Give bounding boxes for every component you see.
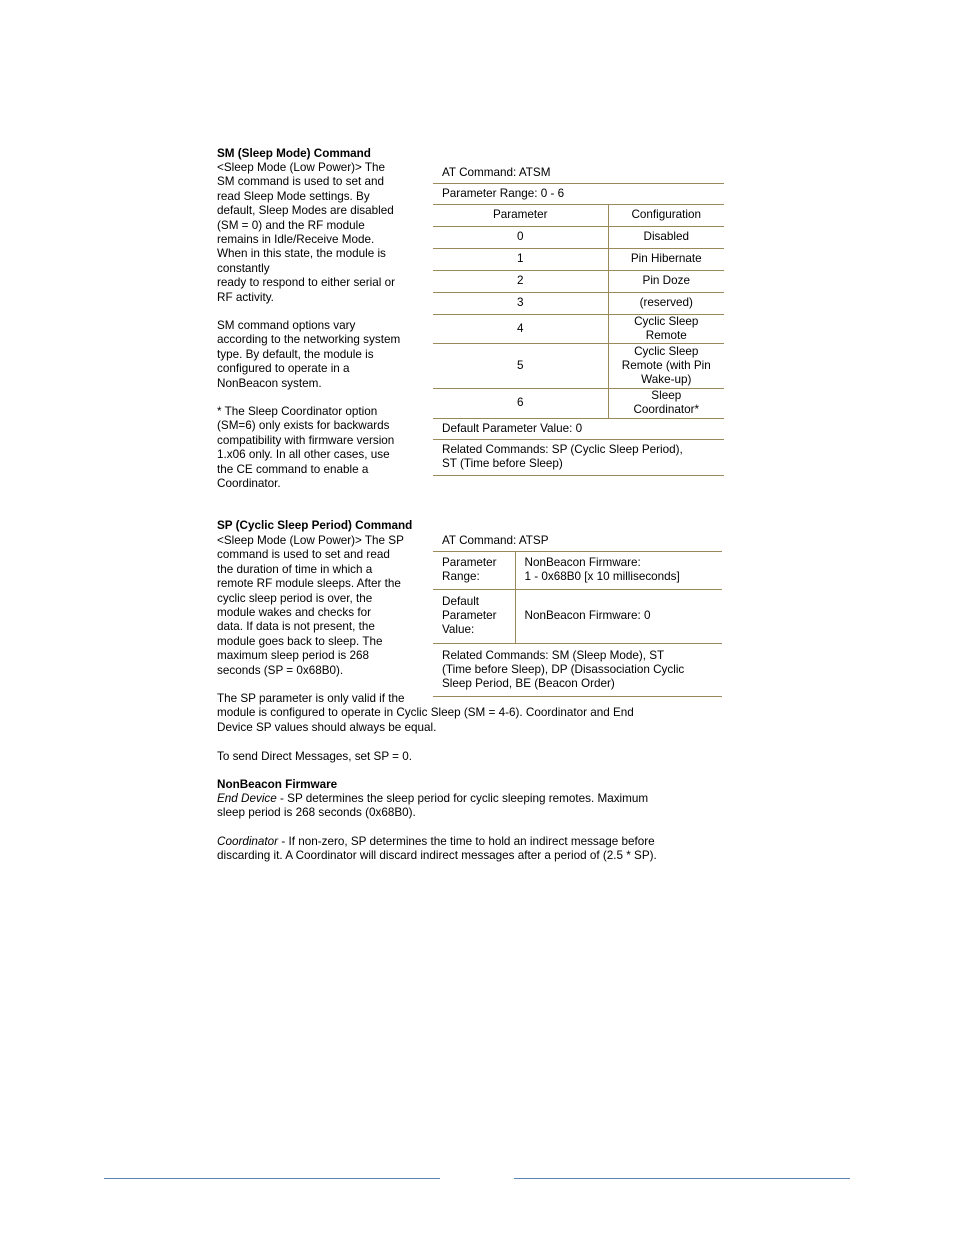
coordinator-text: - If non-zero, SP determines the time to hold an indirect message before discarding it. A Coordinator will discard indirect messages after a period of (2.5 * SP). [217, 835, 657, 863]
sm-row-config: Pin Doze [608, 270, 724, 292]
sm-row-param: 5 [433, 343, 608, 388]
footer-rule-right [514, 1178, 850, 1179]
sp-command-table [433, 532, 722, 697]
sm-row-param: 2 [433, 270, 608, 292]
end-device-label: End Device [217, 792, 277, 805]
sm-default-value: Default Parameter Value: 0 [433, 418, 724, 439]
sm-row-config: Cyclic Sleep Remote (with Pin Wake-up) [608, 343, 724, 388]
coordinator-paragraph [217, 835, 717, 864]
sm-param-range: Parameter Range: 0 - 6 [433, 183, 724, 204]
coordinator-label: Coordinator [217, 835, 279, 848]
sm-options-text: SM command options vary according to the networking system type. By default, the module is configured to operate in a NonBeacon system. [217, 319, 401, 390]
sp-description: <Sleep Mode (Low Power)> The SP command is used to set and read the duration of time in which a remote RF module sleeps. After the cyclic sleep period is over, the module wakes and checks for data. If data is not present, the module goes back to sleep. The maximum sleep period is 268 seconds (SP = 0x68B0). [217, 534, 404, 677]
sm-col-parameter: Parameter [433, 204, 608, 226]
sm-col-configuration: Configuration [608, 204, 724, 226]
sm-heading: SM (Sleep Mode) Command [217, 147, 371, 160]
sp-direct-messages: To send Direct Messages, set SP = 0. [217, 750, 412, 763]
sm-description: <Sleep Mode (Low Power)> The SM command is used to set and read Sleep Mode settings. By default, Sleep Modes are disabled (SM = 0) and the RF module remains in Idle/Receive Mode. When in this state, the module is constantly ready to respond to either serial or RF activity. [217, 161, 396, 304]
sm-row-param: 1 [433, 248, 608, 270]
sm-command-table [433, 164, 724, 476]
sp-range-value: NonBeacon Firmware: 1 - 0x68B0 [x 10 milliseconds] [515, 551, 722, 589]
sp-default-value: NonBeacon Firmware: 0 [515, 589, 722, 643]
sp-default-label: Default Parameter Value: [433, 589, 515, 643]
end-device-paragraph [217, 792, 717, 821]
end-device-text: - SP determines the sleep period for cyclic sleeping remotes. Maximum sleep period is 268 seconds (0x68B0). [217, 792, 649, 820]
sp-heading: SP (Cyclic Sleep Period) Command [217, 519, 413, 532]
sm-row-param: 3 [433, 292, 608, 314]
sp-related-commands: Related Commands: SM (Sleep Mode), ST (Time before Sleep), DP (Disassociation Cyclic Sleep Period, BE (Beacon Order) [433, 643, 722, 696]
sm-row-param: 4 [433, 314, 608, 343]
sp-at-command: AT Command: ATSP [433, 532, 722, 551]
sm-row-config: Sleep Coordinator* [608, 388, 724, 418]
nonbeacon-heading: NonBeacon Firmware [217, 778, 338, 791]
sm-row-config: Cyclic Sleep Remote [608, 314, 724, 343]
sm-row-param: 6 [433, 388, 608, 418]
sm-row-config: (reserved) [608, 292, 724, 314]
sm-row-config: Pin Hibernate [608, 248, 724, 270]
sm-row-param: 0 [433, 226, 608, 248]
sm-coordinator-note: * The Sleep Coordinator option (SM=6) only exists for backwards compatibility with firmware version 1.x06 only. In all other cases, use the CE command to enable a Coordinator. [217, 405, 395, 491]
sp-validity-text: The SP parameter is only valid if the module is configured to operate in Cyclic Sleep (SM = 4-6). Coordinator and End Device SP values should always be equal. [217, 692, 634, 734]
sp-range-label: Parameter Range: [433, 551, 515, 589]
sm-related-commands: Related Commands: SP (Cyclic Sleep Period), ST (Time before Sleep) [433, 439, 724, 475]
sm-at-command: AT Command: ATSM [433, 164, 724, 183]
footer-rule-left [104, 1178, 440, 1179]
sm-row-config: Disabled [608, 226, 724, 248]
